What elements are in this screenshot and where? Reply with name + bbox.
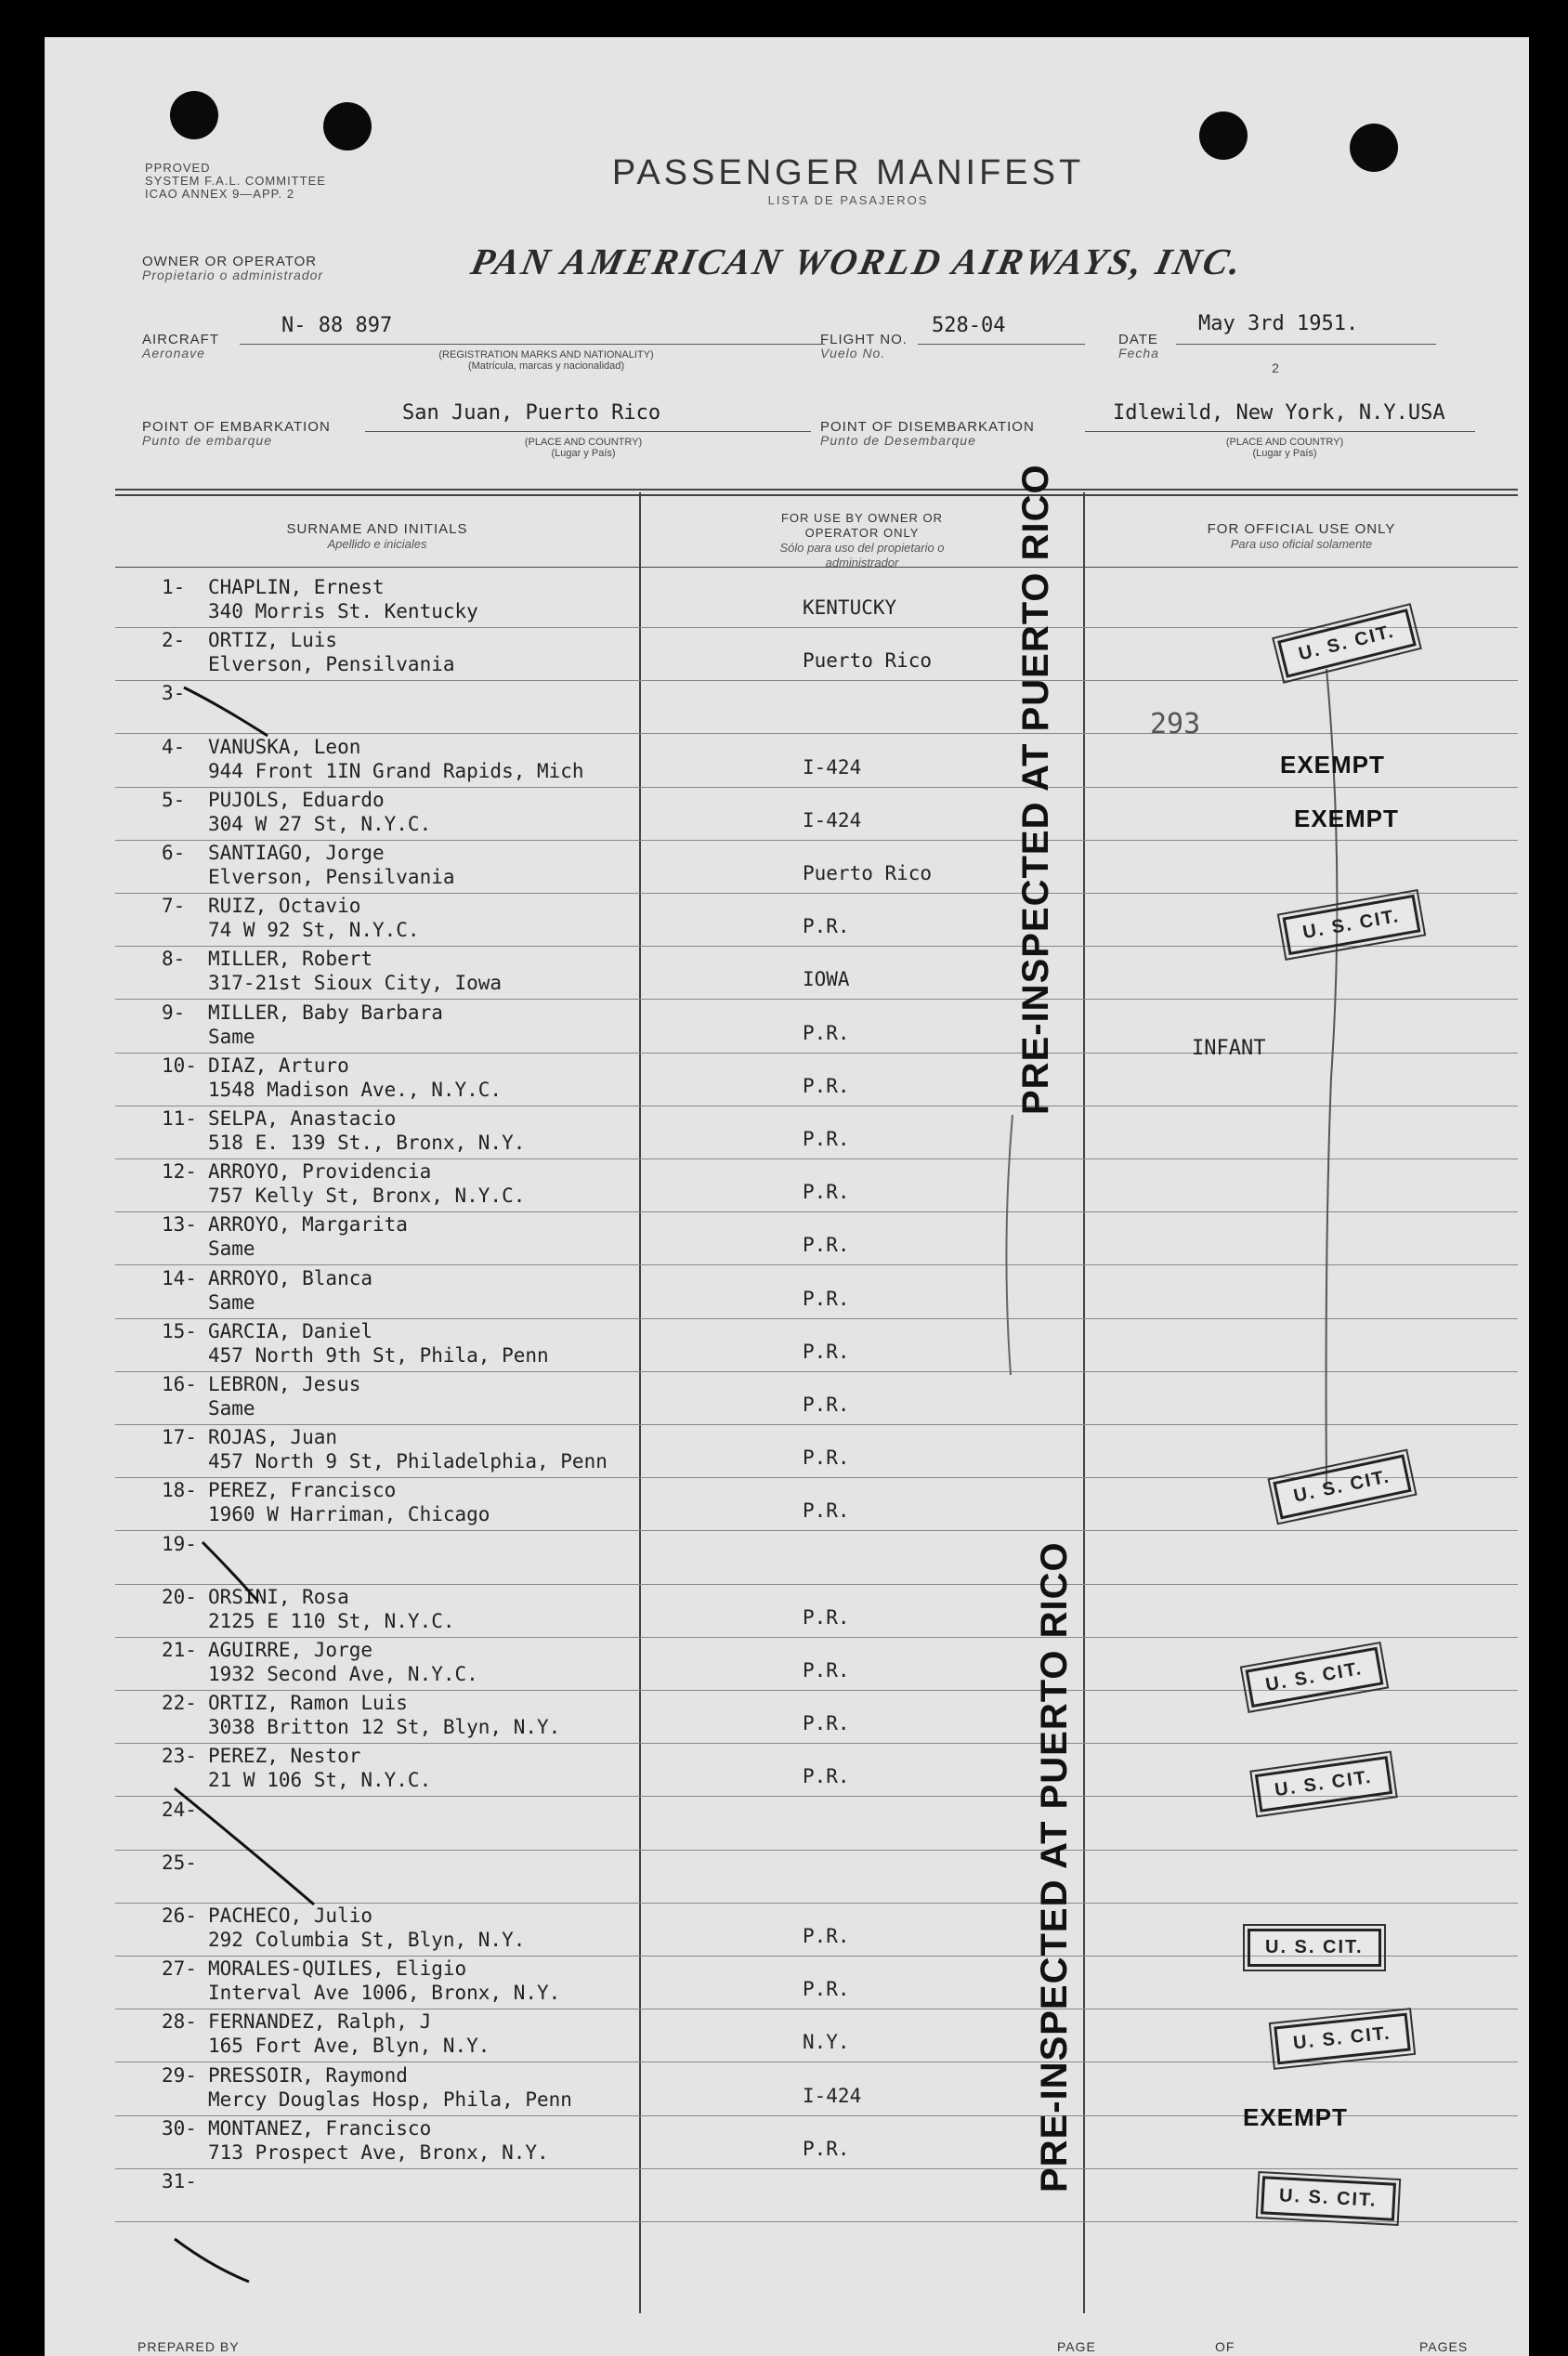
passenger-address: 757 Kelly St, Bronx, N.Y.C. xyxy=(208,1185,526,1208)
pencil-line-owner xyxy=(1006,1115,1013,1375)
operator-code: P.R. xyxy=(803,1765,850,1788)
row-number: 1- xyxy=(162,576,186,598)
row-number: 13- xyxy=(162,1213,197,1237)
of-label: OF xyxy=(1215,2339,1235,2354)
aircraft-note-es: (Matrícula, marcas y nacionalidad) xyxy=(467,360,625,372)
row-number: 18- xyxy=(162,1479,197,1502)
operator-code: P.R. xyxy=(803,1340,850,1363)
passenger-name: SELPA, Anastacio xyxy=(208,1107,397,1130)
passenger-name: ARROYO, Margarita xyxy=(208,1213,408,1237)
passenger-name: SANTIAGO, Jorge xyxy=(208,842,385,864)
vertical-stamp-upper: PRE-INSPECTED AT PUERTO RICO xyxy=(1015,464,1056,1115)
row-number: 7- xyxy=(162,895,186,918)
manifest-sheet xyxy=(45,37,1529,2356)
passenger-address: 292 Columbia St, Blyn, N.Y. xyxy=(208,1929,526,1951)
passenger-address: 340 Morris St. Kentucky xyxy=(208,600,478,622)
passenger-name: MONTANEZ, Francisco xyxy=(208,2116,432,2140)
passenger-name: ARROYO, Providencia xyxy=(208,1160,432,1184)
row-number: 22- xyxy=(162,1692,197,1715)
operator-code: P.R. xyxy=(803,1925,850,1947)
operator-code: P.R. xyxy=(803,1659,850,1682)
date-mark: 2 xyxy=(1272,360,1279,375)
row-number: 28- xyxy=(162,2010,197,2034)
owner-use-header-es: Sólo para uso del propietario o administrador xyxy=(779,541,945,569)
row-number: 21- xyxy=(162,1639,197,1661)
operator-code: IOWA xyxy=(803,968,850,991)
passenger-address: 944 Front 1IN Grand Rapids, Mich xyxy=(208,759,584,782)
row-number: 10- xyxy=(162,1054,197,1077)
us-citizen-stamp: U. S. CIT. xyxy=(1273,1455,1411,1520)
page-label: PAGE xyxy=(1057,2339,1096,2354)
passenger-name: FERNANDEZ, Ralph, J xyxy=(208,2010,432,2034)
page-title: PASSENGER MANIFEST xyxy=(611,153,1085,192)
embarkation-note-es: (Lugar y País) xyxy=(551,448,616,459)
disembarkation-note-en: (PLACE AND COUNTRY) xyxy=(1225,437,1344,448)
row-number: 24- xyxy=(162,1798,197,1821)
airline-name: PAN AMERICAN WORLD AIRWAYS, INC. xyxy=(467,241,1248,282)
passenger-name: AGUIRRE, Jorge xyxy=(208,1639,373,1661)
official-use-header-es: Para uso oficial solamente xyxy=(1230,537,1373,551)
row-number: 25- xyxy=(162,1851,197,1874)
us-citizen-stamp: U. S. CIT. xyxy=(1274,2013,1410,2065)
row-number: 27- xyxy=(162,1957,197,1981)
row-number: 31- xyxy=(162,2170,197,2192)
passenger-name: LEBRON, Jesus xyxy=(208,1373,361,1395)
operator-code: P.R. xyxy=(803,1234,850,1257)
passenger-name: PEREZ, Nestor xyxy=(208,1745,361,1768)
passenger-address: Same xyxy=(208,1397,255,1420)
owner-label-en: OWNER OR OPERATOR xyxy=(142,254,318,269)
operator-code: P.R. xyxy=(803,1394,850,1416)
aircraft-label-en: AIRCRAFT xyxy=(142,332,219,347)
passenger-address: 74 W 92 St, N.Y.C. xyxy=(208,919,420,942)
pages-label: PAGES xyxy=(1419,2339,1469,2354)
passenger-address: 457 North 9th St, Phila, Penn xyxy=(208,1343,549,1367)
passenger-name: PACHECO, Julio xyxy=(208,1904,373,1927)
passenger-address: Interval Ave 1006, Bronx, N.Y. xyxy=(208,1982,561,2005)
operator-code: P.R. xyxy=(803,1712,850,1735)
passenger-name: RUIZ, Octavio xyxy=(208,895,361,918)
exempt-mark: EXEMPT xyxy=(1294,805,1399,832)
passenger-name: MORALES-QUILES, Eligio xyxy=(208,1957,467,1981)
row-number: 26- xyxy=(162,1904,197,1927)
passenger-address: 165 Fort Ave, Blyn, N.Y. xyxy=(208,2035,490,2058)
passenger-address: 3038 Britton 12 St, Blyn, N.Y. xyxy=(208,1716,561,1739)
aircraft-label-es: Aeronave xyxy=(142,346,205,360)
passenger-name: ARROYO, Blanca xyxy=(208,1266,373,1289)
row-number: 16- xyxy=(162,1373,197,1395)
passenger-address: 518 E. 139 St., Bronx, N.Y. xyxy=(208,1132,526,1154)
flight-number: 528-04 xyxy=(932,314,1006,337)
us-citizen-stamp: U. S. CIT. xyxy=(1261,2176,1396,2220)
strike-row-31 xyxy=(175,2239,249,2282)
aircraft-note-en: (REGISTRATION MARKS AND NATIONALITY) xyxy=(438,349,654,360)
passenger-address: 21 W 106 St, N.Y.C. xyxy=(208,1769,432,1792)
passenger-address: 2125 E 110 St, N.Y.C. xyxy=(208,1609,455,1632)
passenger-count: 293 xyxy=(1150,708,1201,740)
operator-code: Puerto Rico xyxy=(803,862,933,884)
operator-code: P.R. xyxy=(803,2137,850,2160)
infant-mark: INFANT xyxy=(1192,1037,1266,1060)
row-number: 9- xyxy=(162,1001,186,1024)
passenger-name: PRESSOIR, Raymond xyxy=(208,2063,408,2087)
approval-line: PPROVED xyxy=(145,161,211,175)
flight-label-es: Vuelo No. xyxy=(820,346,886,360)
surname-header-es: Apellido e iniciales xyxy=(327,537,427,551)
passenger-name: ROJAS, Juan xyxy=(208,1426,338,1449)
strike-row-19 xyxy=(203,1542,258,1602)
row-number: 11- xyxy=(162,1107,197,1130)
operator-code: P.R. xyxy=(803,1128,850,1150)
passenger-address: 713 Prospect Ave, Bronx, N.Y. xyxy=(208,2140,549,2164)
passenger-address: 304 W 27 St, N.Y.C. xyxy=(208,812,432,835)
passenger-name: PEREZ, Francisco xyxy=(208,1479,397,1502)
operator-code: P.R. xyxy=(803,1181,850,1204)
passenger-name: PUJOLS, Eduardo xyxy=(208,788,385,811)
vertical-stamp-lower: PRE-INSPECTED AT PUERTO RICO xyxy=(1034,1541,1075,2192)
operator-code: I-424 xyxy=(803,808,862,831)
surname-header: SURNAME AND INITIALS xyxy=(286,521,468,537)
row-number: 17- xyxy=(162,1426,197,1449)
row-number: 4- xyxy=(162,735,186,758)
row-number: 29- xyxy=(162,2063,197,2087)
disembarkation-note-es: (Lugar y País) xyxy=(1252,448,1317,459)
passenger-address: Elverson, Pensilvania xyxy=(208,866,455,888)
page-subtitle: LISTA DE PASAJEROS xyxy=(767,193,929,207)
passenger-name: VANUSKA, Leon xyxy=(208,735,361,758)
row-number: 2- xyxy=(162,629,186,652)
passenger-address: 1548 Madison Ave., N.Y.C. xyxy=(208,1078,503,1101)
embarkation-note-en: (PLACE AND COUNTRY) xyxy=(524,437,643,448)
row-number: 23- xyxy=(162,1745,197,1768)
operator-code: P.R. xyxy=(803,1605,850,1629)
disembarkation-label-es: Punto de Desembarque xyxy=(820,433,976,448)
disembarkation-point: Idlewild, New York, N.Y.USA xyxy=(1113,401,1445,425)
approval-line: ICAO ANNEX 9—APP. 2 xyxy=(145,187,295,201)
passenger-name: GARCIA, Daniel xyxy=(208,1319,373,1342)
disembarkation-label-en: POINT OF DISEMBARKATION xyxy=(820,419,1035,435)
exempt-mark: EXEMPT xyxy=(1243,2103,1348,2131)
operator-code: P.R. xyxy=(803,915,850,938)
operator-code: KENTUCKY xyxy=(803,596,897,619)
prepared-by-label: PREPARED BY xyxy=(137,2339,240,2354)
operator-code: P.R. xyxy=(803,1978,850,2001)
row-number: 12- xyxy=(162,1160,197,1184)
passenger-name: CHAPLIN, Ernest xyxy=(208,576,385,598)
us-citizen-stamp: U. S. CIT. xyxy=(1277,609,1416,678)
passenger-address: Same xyxy=(208,1025,255,1048)
owner-use-header: FOR USE BY OWNER OR OPERATOR ONLY xyxy=(780,511,944,540)
operator-code: P.R. xyxy=(803,1074,850,1097)
us-citizen-stamp: U. S. CIT. xyxy=(1255,1756,1392,1813)
date-label-es: Fecha xyxy=(1118,346,1159,360)
passenger-address: Same xyxy=(208,1237,255,1261)
flight-label-en: FLIGHT NO. xyxy=(820,332,908,347)
passenger-name: DIAZ, Arturo xyxy=(208,1054,349,1077)
passenger-address: 457 North 9 St, Philadelphia, Penn xyxy=(208,1450,608,1473)
operator-code: I-424 xyxy=(803,755,862,779)
operator-code: I-424 xyxy=(803,2084,862,2107)
operator-code: P.R. xyxy=(803,1287,850,1310)
passenger-address: 317-21st Sioux City, Iowa xyxy=(208,972,503,995)
row-number: 8- xyxy=(162,948,186,971)
row-number: 20- xyxy=(162,1585,197,1608)
official-use-header: FOR OFFICIAL USE ONLY xyxy=(1207,521,1396,537)
pencil-line-official xyxy=(1326,669,1338,1486)
owner-label-es: Propietario o administrador xyxy=(142,268,324,282)
passenger-name: MILLER, Baby Barbara xyxy=(208,1001,443,1024)
passenger-address: 1932 Second Ave, N.Y.C. xyxy=(208,1663,478,1685)
passenger-address: Mercy Douglas Hosp, Phila, Penn xyxy=(208,2088,572,2111)
operator-code: Puerto Rico xyxy=(803,649,933,673)
passenger-address: Elverson, Pensilvania xyxy=(208,653,455,676)
strike-row-3 xyxy=(184,687,268,736)
row-number: 15- xyxy=(162,1319,197,1342)
operator-code: P.R. xyxy=(803,1499,850,1523)
passenger-name: ORSINI, Rosa xyxy=(208,1585,349,1608)
us-citizen-stamp: U. S. CIT. xyxy=(1246,1647,1384,1708)
operator-code: P.R. xyxy=(803,1021,850,1044)
operator-code: P.R. xyxy=(803,1446,850,1470)
handwritten-marks xyxy=(45,37,1529,2356)
passenger-name: ORTIZ, Luis xyxy=(208,629,338,652)
flight-date: May 3rd 1951. xyxy=(1198,312,1359,335)
row-number: 6- xyxy=(162,842,186,864)
exempt-mark: EXEMPT xyxy=(1280,751,1385,779)
row-number: 5- xyxy=(162,788,186,811)
us-citizen-stamp: U. S. CIT. xyxy=(1283,895,1421,955)
row-number: 30- xyxy=(162,2116,197,2140)
us-citizen-stamp: U. S. CIT. xyxy=(1248,1929,1381,1967)
passenger-address: Same xyxy=(208,1290,255,1314)
embarkation-point: San Juan, Puerto Rico xyxy=(402,401,661,425)
passenger-name: MILLER, Robert xyxy=(208,948,373,971)
approval-line: SYSTEM F.A.L. COMMITTEE xyxy=(145,174,326,188)
date-label-en: DATE xyxy=(1118,332,1158,347)
aircraft-registration: N- 88 897 xyxy=(281,314,393,337)
strike-rows-24-25 xyxy=(175,1788,314,1904)
passenger-name: ORTIZ, Ramon Luis xyxy=(208,1692,408,1715)
operator-code: N.Y. xyxy=(803,2031,850,2054)
passenger-address: 1960 W Harriman, Chicago xyxy=(208,1503,490,1526)
row-number: 19- xyxy=(162,1532,197,1555)
row-number: 14- xyxy=(162,1266,197,1289)
embarkation-label-es: Punto de embarque xyxy=(142,433,272,448)
embarkation-label-en: POINT OF EMBARKATION xyxy=(142,419,331,435)
row-number: 3- xyxy=(162,682,186,705)
